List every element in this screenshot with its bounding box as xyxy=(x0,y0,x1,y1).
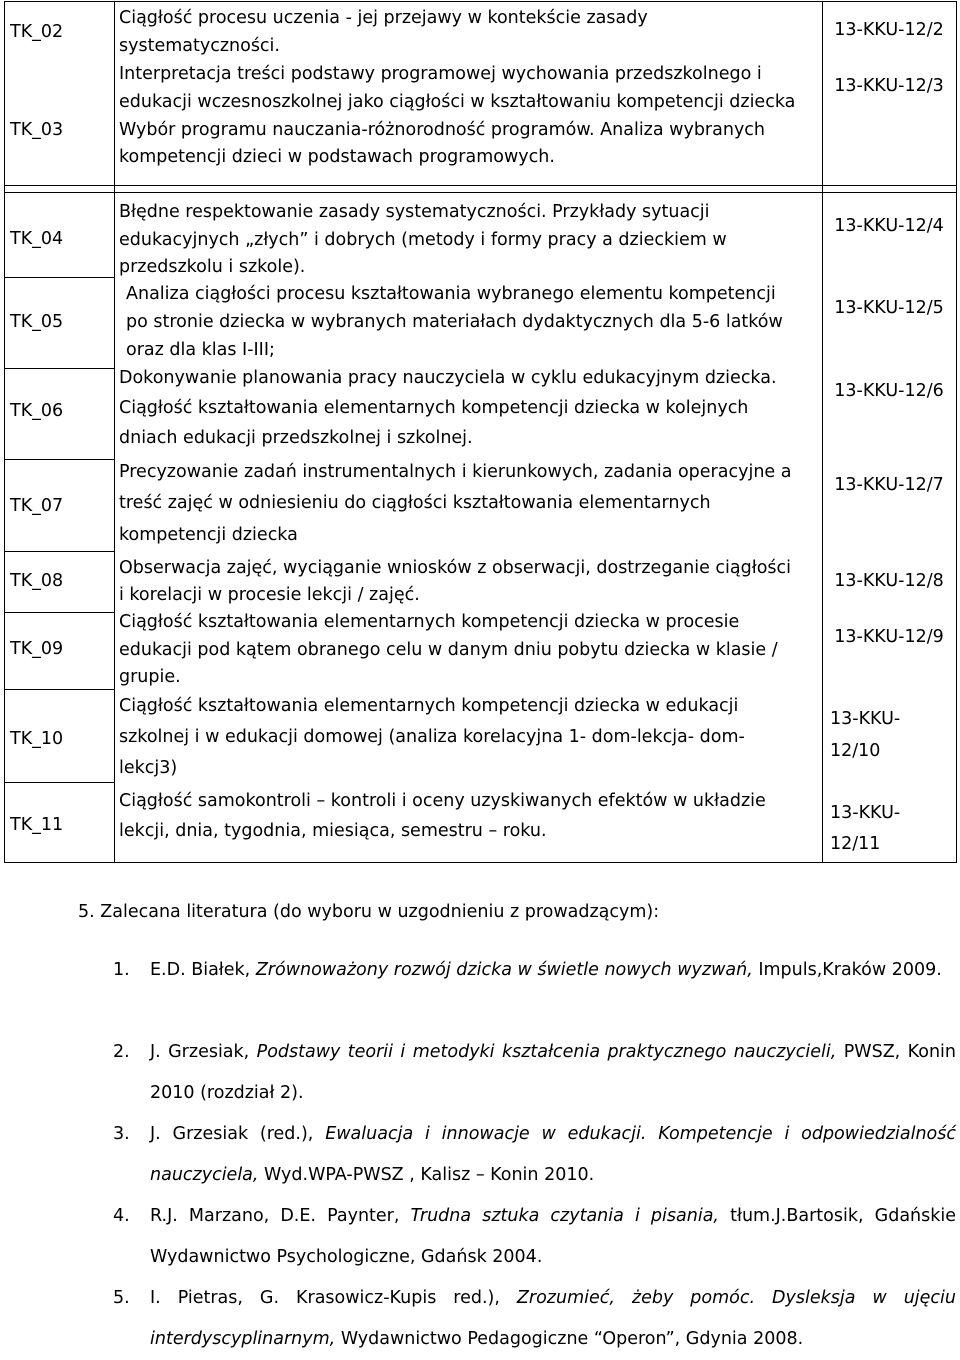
course-code: 13-KKU- xyxy=(830,803,901,823)
item-publisher: tłum.J.Bartosik, Gdańskie Wydawnictwo Psychologiczne, Gdańsk 2004. xyxy=(150,1206,957,1267)
tk-divider xyxy=(4,551,114,552)
item-publisher: Wydawnictwo Pedagogiczne “Operon”, Gdynia 2008. xyxy=(335,1329,804,1349)
item-author: J. Grzesiak (red.), xyxy=(150,1124,326,1144)
item-body xyxy=(150,1032,956,1114)
description-line: Analiza ciągłości procesu kształtowania wybranego elementu kompetencji xyxy=(126,284,776,304)
course-code: 13-KKU-12/9 xyxy=(834,627,944,647)
course-code: 12/11 xyxy=(830,834,881,854)
item-number: 4. xyxy=(113,1206,130,1226)
tk-divider xyxy=(4,612,114,613)
item-title: Zrównoważony rozwój dzicka w świetle nowych wyzwań, xyxy=(255,960,753,980)
item-author: I. Pietras, G. Krasowicz-Kupis red.), xyxy=(150,1288,517,1308)
item-body xyxy=(150,1196,956,1278)
item-author: E.D. Białek, xyxy=(150,960,256,980)
course-code: 13-KKU-12/7 xyxy=(834,475,944,495)
table-border-bottom xyxy=(4,862,957,863)
item-body xyxy=(150,950,956,991)
description-line: lekcj3) xyxy=(119,758,178,778)
item-publisher: PWSZ, Konin 2010 (rozdział 2). xyxy=(150,1042,957,1103)
item-number: 5. xyxy=(113,1288,130,1308)
literature-item xyxy=(113,1114,956,1196)
description-line: Ciągłość samokontroli – kontroli i oceny uzyskiwanych efektów w układzie xyxy=(119,791,766,811)
tk-divider xyxy=(4,368,114,369)
tk-divider xyxy=(4,277,114,278)
description-line: kompetencji dzieci w podstawach programowych. xyxy=(119,147,555,167)
tk-label: TK_05 xyxy=(10,312,64,332)
item-body xyxy=(150,1278,956,1360)
description-line: edukacyjnych „złych” i dobrych (metody i formy pracy a dzieckiem w xyxy=(119,230,727,250)
description-line: przedszkolu i szkole). xyxy=(119,257,306,277)
item-author: R.J. Marzano, D.E. Paynter, xyxy=(150,1206,411,1226)
tk-label: TK_02 xyxy=(10,22,64,42)
row-divider xyxy=(4,192,957,193)
tk-label: TK_06 xyxy=(10,401,64,421)
description-line: szkolnej i w edukacji domowej (analiza korelacyjna 1- dom-lekcja- dom- xyxy=(119,727,745,747)
description-line: Ciągłość kształtowania elementarnych kompetencji dziecka w procesie xyxy=(119,612,740,632)
tk-label: TK_07 xyxy=(10,496,64,516)
description-line: Wybór programu nauczania-różnorodność programów. Analiza wybranych xyxy=(119,120,766,140)
course-code: 13-KKU-12/2 xyxy=(834,20,944,40)
tk-divider xyxy=(4,689,114,690)
literature-item xyxy=(113,950,956,991)
tk-label: TK_10 xyxy=(10,729,64,749)
item-number: 2. xyxy=(113,1042,130,1062)
description-line: po stronie dziecka w wybranych materiałach dydaktycznych dla 5-6 latków xyxy=(126,312,783,332)
item-publisher: Impuls,Kraków 2009. xyxy=(752,960,942,980)
table-border-right xyxy=(956,1,957,863)
course-code: 13-KKU-12/8 xyxy=(834,571,944,591)
description-line: i korelacji w procesie lekcji / zajęć. xyxy=(119,585,420,605)
table-border-left xyxy=(4,1,5,863)
item-number: 1. xyxy=(113,960,130,980)
description-line: Ciągłość kształtowania elementarnych kompetencji dziecka w edukacji xyxy=(119,696,739,716)
course-code: 13-KKU-12/4 xyxy=(834,216,944,236)
tk-divider xyxy=(4,459,114,460)
item-number: 3. xyxy=(113,1124,130,1144)
description-line: Ciągłość procesu uczenia - jej przejawy w kontekście zasady xyxy=(119,8,648,28)
item-author: J. Grzesiak, xyxy=(150,1042,257,1062)
item-title: Podstawy teorii i metodyki kształcenia praktycznego nauczycieli, xyxy=(256,1042,837,1062)
description-line: grupie. xyxy=(119,667,181,687)
literature-heading: 5. Zalecana literatura (do wyboru w uzgodnieniu z prowadzącym): xyxy=(78,902,660,922)
item-body xyxy=(150,1114,956,1196)
course-code: 13-KKU-12/3 xyxy=(834,76,944,96)
description-line: Obserwacja zajęć, wyciąganie wniosków z obserwacji, dostrzeganie ciągłości xyxy=(119,558,792,578)
description-line: Precyzowanie zadań instrumentalnych i kierunkowych, zadania operacyjne a xyxy=(119,462,792,482)
literature-item xyxy=(113,1278,956,1360)
column-divider xyxy=(114,1,115,863)
tk-label: TK_11 xyxy=(10,815,64,835)
description-line: edukacji wczesnoszkolnej jako ciągłości w kształtowaniu kompetencji dziecka xyxy=(119,92,796,112)
description-line: oraz dla klas I-III; xyxy=(126,340,275,360)
course-code: 13-KKU- xyxy=(830,709,901,729)
tk-label: TK_04 xyxy=(10,229,64,249)
description-line: Ciągłość kształtowania elementarnych kompetencji dziecka w kolejnych xyxy=(119,398,749,418)
description-line: kompetencji dziecka xyxy=(119,525,298,545)
course-code: 13-KKU-12/6 xyxy=(834,381,944,401)
tk-label: TK_03 xyxy=(10,120,64,140)
column-divider xyxy=(822,1,823,863)
item-title: Zrozumieć, żeby pomóc. Dysleksja w ujęciu interdyscyplinarnym, xyxy=(150,1288,956,1349)
description-line: Błędne respektowanie zasady systematyczności. Przykłady sytuacji xyxy=(119,202,710,222)
row-divider xyxy=(4,185,957,186)
item-title: Trudna sztuka czytania i pisania, xyxy=(410,1206,719,1226)
tk-label: TK_09 xyxy=(10,639,64,659)
description-line: treść zajęć w odniesieniu do ciągłości kształtowania elementarnych xyxy=(119,493,711,513)
tk-label: TK_08 xyxy=(10,571,64,591)
item-title: Ewaluacja i innowacje w edukacji. Kompetencje i odpowiedzialność nauczyciela, xyxy=(150,1124,956,1185)
tk-divider xyxy=(4,782,114,783)
description-line: dniach edukacji przedszkolnej i szkolnej. xyxy=(119,428,473,448)
description-line: lekcji, dnia, tygodnia, miesiąca, semestru – roku. xyxy=(119,821,547,841)
course-code: 13-KKU-12/5 xyxy=(834,298,944,318)
description-line: Dokonywanie planowania pracy nauczyciela w cyklu edukacyjnym dziecka. xyxy=(119,368,777,388)
literature-item xyxy=(113,1032,956,1114)
description-line: edukacji pod kątem obranego celu w danym dniu pobytu dziecka w klasie / xyxy=(119,640,778,660)
item-publisher: Wyd.WPA-PWSZ , Kalisz – Konin 2010. xyxy=(258,1165,595,1185)
literature-item xyxy=(113,1196,956,1278)
description-line: Interpretacja treści podstawy programowej wychowania przedszkolnego i xyxy=(119,64,762,84)
description-line: systematyczności. xyxy=(119,36,280,56)
course-code: 12/10 xyxy=(830,741,881,761)
table-border-top xyxy=(4,1,957,2)
